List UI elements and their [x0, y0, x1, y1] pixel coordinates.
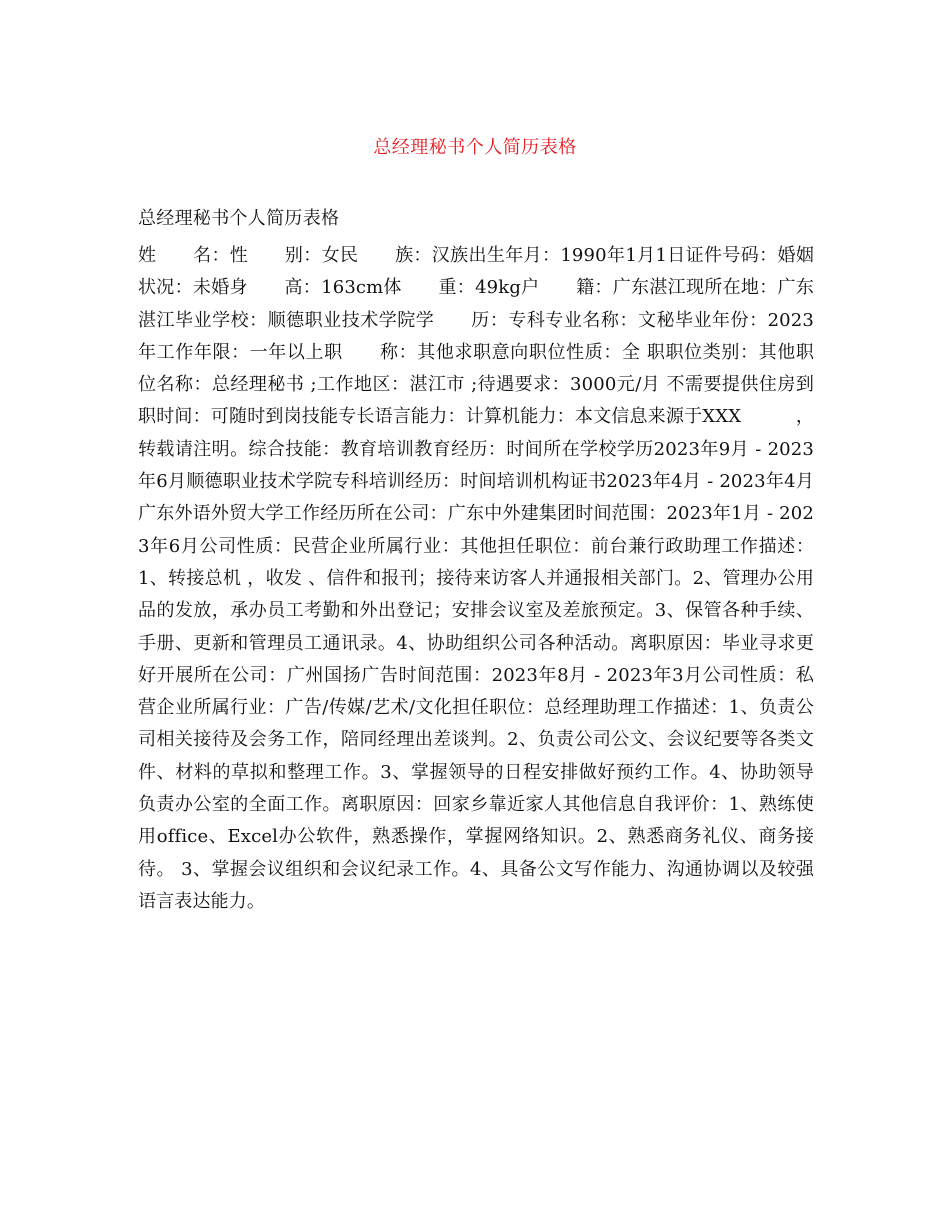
- document-subtitle: 总经理秘书个人简历表格: [138, 208, 340, 229]
- document-title: 总经理秘书个人简历表格: [373, 137, 577, 158]
- resume-body-text: 姓 名：性 别：女民 族：汉族出生年月：1990年1月1日证件号码：婚姻状况：未婚身 高：163cm体 重：49kg户 籍：广东湛江现所在地：广东湛江毕业学校：顺德职业技术学院学 历：专科专业名称：文秘毕业年份：2023年工作年限：一年以上职 称：其他求职意向职位性质：全 职职位类别：其他职位名称：总经理秘书 ;工作地区：湛江市 ;待遇要求：3000元/月 不需要提供住房到职时间：可随时到岗技能专长语言能力：计算机能力：本文信息来源于XXX ，转载请注明。综合技能：教育培训教育经历：时间所在学校学历2023年9月 - 2023年6月顺德职业技术学院专科培训经历：时间培训机构证书2023年4月 - 2023年4月广东外语外贸大学工作经历所在公司：广东中外建集团时间范围：2023年1月 - 2023年6月公司性质：民营企业所属行业：其他担任职位：前台兼行政助理工作描述：1、转接总机 ，收发 、信件和报刊；接待来访客人并通报相关部门。2、管理办公用品的发放，承办员工考勤和外出登记；安排会议室及差旅预定。3、保管各种手续、手册、更新和管理员工通讯录。4、协助组织公司各种活动。离职原因：毕业寻求更好开展所在公司：广州国扬广告时间范围：2023年8月 - 2023年3月公司性质：私营企业所属行业：广告/传媒/艺术/文化担任职位：总经理助理工作描述：1、负责公司相关接待及会务工作，陪同经理出差谈判。2、负责公司公文、会议纪要等各类文件、材料的草拟和整理工作。3、掌握领导的日程安排做好预约工作。4、协助领导负责办公室的全面工作。离职原因：回家乡靠近家人其他信息自我评价：1、熟练使用office、Excel办公软件，熟悉操作，掌握网络知识。2、熟悉商务礼仪、商务接待。 3、掌握会议组织和会议纪录工作。4、具备公文写作能力、沟通协调以及较强语言表达能力。: [138, 245, 814, 912]
